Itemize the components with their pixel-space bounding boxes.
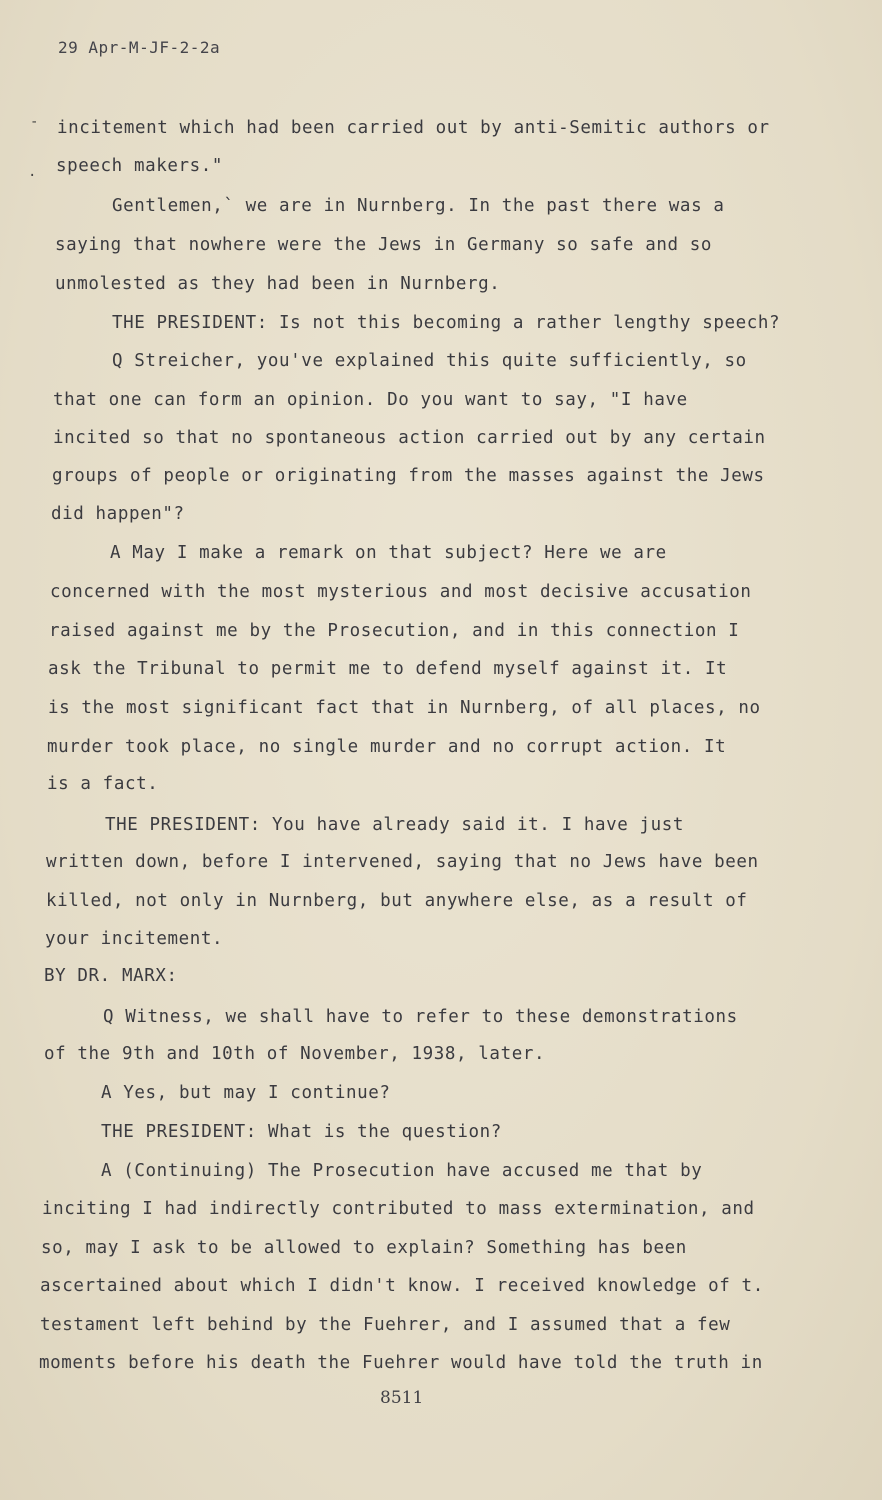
text-line: written down, before I intervened, saying that no Jews have been <box>46 852 759 872</box>
text-line: incitement which had been carried out by anti-Semitic authors or <box>57 118 770 138</box>
text-line: A May I make a remark on that subject? Here we are <box>110 543 667 563</box>
text-line: A (Continuing) The Prosecution have accused me that by <box>101 1161 703 1181</box>
text-line: ask the Tribunal to permit me to defend myself against it. It <box>48 659 728 679</box>
page-header: 29 Apr-M-JF-2-2a <box>58 38 221 57</box>
text-line: Q Streicher, you've explained this quite sufficiently, so <box>112 351 747 371</box>
text-line: unmolested as they had been in Nurnberg. <box>55 274 501 294</box>
text-line: your incitement. <box>45 929 224 949</box>
text-line: raised against me by the Prosecution, and in this connection I <box>49 621 740 641</box>
text-line: inciting I had indirectly contributed to mass extermination, and <box>42 1199 755 1219</box>
text-line: testament left behind by the Fuehrer, and I assumed that a few <box>40 1315 731 1335</box>
text-line: moments before his death the Fuehrer would have told the truth in <box>39 1353 763 1373</box>
text-line: did happen"? <box>51 504 185 524</box>
text-line: ascertained about which I didn't know. I received knowledge of t. <box>40 1276 764 1296</box>
text-line: speech makers." <box>56 156 224 176</box>
text-line: groups of people or originating from the masses against the Jews <box>52 466 765 486</box>
text-line: THE PRESIDENT: Is not this becoming a rather lengthy speech? <box>112 313 781 333</box>
text-line: incited so that no spontaneous action carried out by any certain <box>53 428 766 448</box>
text-line: of the 9th and 10th of November, 1938, later. <box>44 1044 546 1064</box>
margin-mark: . <box>28 164 37 180</box>
text-line: A Yes, but may I continue? <box>101 1083 391 1103</box>
text-line: killed, not only in Nurnberg, but anywhere else, as a result of <box>46 891 748 911</box>
text-line: that one can form an opinion. Do you want to say, "I have <box>53 390 688 410</box>
text-line: saying that nowhere were the Jews in Germany so safe and so <box>55 235 713 255</box>
text-line: murder took place, no single murder and no corrupt action. It <box>47 737 727 757</box>
text-line: Gentlemen,` we are in Nurnberg. In the past there was a <box>112 196 725 216</box>
text-line: THE PRESIDENT: You have already said it. I have just <box>105 815 685 835</box>
text-line: THE PRESIDENT: What is the question? <box>101 1122 502 1142</box>
page-number: 8511 <box>380 1388 424 1408</box>
text-line: is the most significant fact that in Nurnberg, of all places, no <box>48 698 761 718</box>
text-line: so, may I ask to be allowed to explain? Something has been <box>41 1238 687 1258</box>
text-line: is a fact. <box>47 774 159 794</box>
margin-mark: - <box>30 114 39 130</box>
text-line: BY DR. MARX: <box>44 966 178 986</box>
text-line: concerned with the most mysterious and most decisive accusation <box>50 582 752 602</box>
text-line: Q Witness, we shall have to refer to these demonstrations <box>103 1007 738 1027</box>
